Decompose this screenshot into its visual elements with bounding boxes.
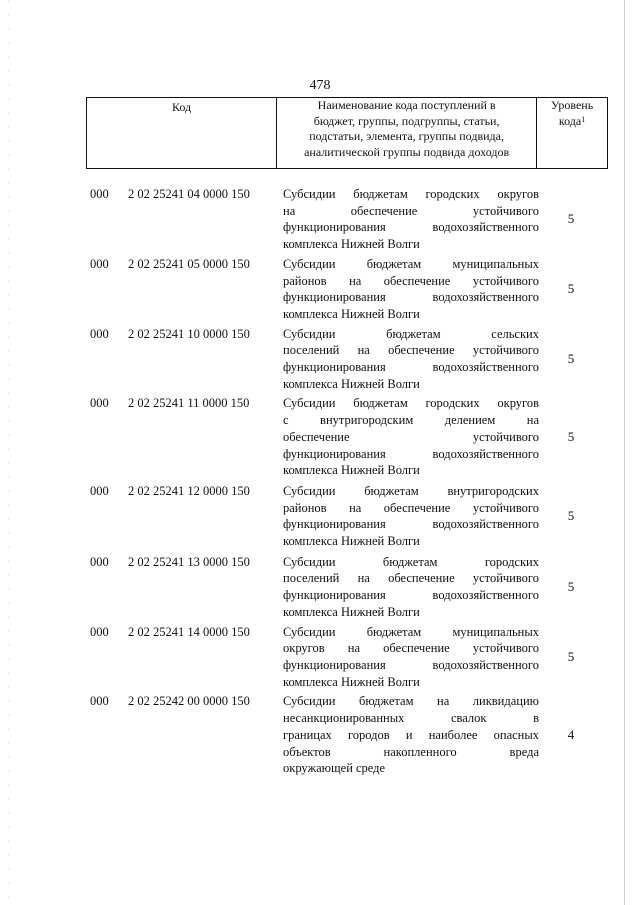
table-row [87, 554, 612, 621]
revenue-name-line: Субсидии бюджетам сельских [283, 326, 539, 341]
revenue-name-line: Субсидии бюджетам городских [283, 554, 539, 569]
table-body [87, 186, 612, 777]
revenue-name-line: комплекса Нижней Волги [283, 674, 420, 689]
revenue-name-line: границах городов и наиболее опасных [283, 727, 539, 742]
table-row [87, 395, 612, 479]
scan-edge [8, 0, 9, 905]
revenue-name-line: комплекса Нижней Волги [283, 376, 420, 391]
revenue-name-line: комплекса Нижней Волги [283, 604, 420, 619]
admin-code: 000 [90, 326, 109, 341]
admin-code: 000 [90, 396, 109, 411]
revenue-name-line: на обеспечение устойчивого [283, 203, 539, 218]
revenue-name-line: окружающей среде [283, 761, 386, 776]
revenue-name-line: комплекса Нижней Волги [283, 534, 420, 549]
code-level: 5 [567, 350, 575, 366]
revenue-name [283, 395, 539, 479]
revenue-name [283, 693, 539, 777]
revenue-code: 2 02 25241 04 0000 150 [128, 187, 250, 201]
revenue-name-line: комплекса Нижней Волги [283, 306, 420, 321]
header-name: Наименование кода поступлений в бюджет, группы, подгруппы, статьи, подстатьи, элемента, группы подвида, аналитической группы подвида доходов [277, 98, 537, 169]
scan-edge [624, 0, 625, 905]
admin-code: 000 [90, 624, 109, 639]
admin-code: 000 [90, 187, 109, 201]
table-header [86, 97, 608, 169]
revenue-name-line: Субсидии бюджетам внутригородских [283, 483, 539, 498]
revenue-name-line: Субсидии бюджетам муниципальных [283, 624, 539, 639]
revenue-name-line: обеспечение устойчивого [283, 429, 539, 444]
revenue-code: 2 02 25241 10 0000 150 [128, 326, 250, 341]
revenue-code: 2 02 25241 13 0000 150 [128, 554, 250, 569]
revenue-name-line: комплекса Нижней Волги [283, 237, 420, 252]
revenue-name-line: объектов накопленного вреда [283, 744, 539, 759]
code-level: 5 [567, 578, 575, 594]
code-level: 5 [567, 508, 575, 523]
revenue-name-line: функционирования водохозяйственного [283, 657, 539, 672]
revenue-name-line: поселений на обеспечение устойчивого [283, 571, 539, 586]
revenue-name-line: поселений на обеспечение устойчивого [283, 343, 539, 358]
revenue-code: 2 02 25241 14 0000 150 [128, 624, 250, 639]
revenue-name-line: функционирования водохозяйственного [283, 588, 539, 603]
footnote-marker: 1 [581, 114, 586, 124]
admin-code: 000 [90, 483, 109, 498]
revenue-name [283, 554, 539, 621]
revenue-name [283, 186, 539, 253]
table-row [87, 186, 612, 253]
revenue-name-line: Субсидии бюджетам городских округов [283, 187, 539, 201]
revenue-name-line: с внутригородским делением на [283, 413, 539, 428]
header-level: Уровень кода$^1$ [537, 98, 608, 169]
admin-code: 000 [90, 256, 109, 271]
admin-code: 000 [90, 554, 109, 569]
revenue-name-line: округов на обеспечение устойчивого [283, 641, 539, 656]
table-row [87, 624, 612, 691]
header-code: Код [87, 98, 277, 169]
revenue-code: 2 02 25242 00 0000 150 [128, 694, 250, 709]
revenue-name [283, 624, 539, 691]
code-level: 5 [567, 648, 575, 664]
revenue-name [283, 326, 539, 393]
revenue-code: 2 02 25241 12 0000 150 [128, 483, 250, 498]
revenue-name-line: районов на обеспечение устойчивого [283, 273, 539, 288]
revenue-name [283, 483, 539, 550]
revenue-code: 2 02 25241 11 0000 150 [128, 396, 250, 411]
revenue-name-line: Субсидии бюджетам на ликвидацию [283, 694, 539, 709]
page-number: 478 [309, 78, 331, 93]
revenue-name-line: функционирования водохозяйственного [283, 220, 539, 235]
revenue-name-line: функционирования водохозяйственного [283, 360, 539, 375]
table-row [87, 693, 612, 777]
revenue-name-line: Субсидии бюджетам городских округов [283, 396, 539, 411]
table-row [87, 256, 612, 323]
revenue-name [283, 256, 539, 323]
revenue-code: 2 02 25241 05 0000 150 [128, 256, 250, 271]
revenue-name-line: районов на обеспечение устойчивого [283, 500, 539, 515]
revenue-name-line: несанкционированных свалок в [283, 711, 539, 726]
revenue-name-line: функционирования водохозяйственного [283, 446, 539, 461]
revenue-name-line: функционирования водохозяйственного [283, 517, 539, 532]
table-row [87, 483, 612, 550]
admin-code: 000 [90, 694, 109, 709]
code-level: 4 [567, 726, 575, 742]
revenue-name-line: Субсидии бюджетам муниципальных [283, 256, 539, 271]
table-row [87, 326, 612, 393]
revenue-name-line: комплекса Нижней Волги [283, 463, 420, 478]
code-level: 5 [567, 428, 575, 444]
revenue-name-line: функционирования водохозяйственного [283, 290, 539, 305]
code-level: 5 [567, 280, 575, 296]
code-level: 5 [567, 211, 575, 227]
